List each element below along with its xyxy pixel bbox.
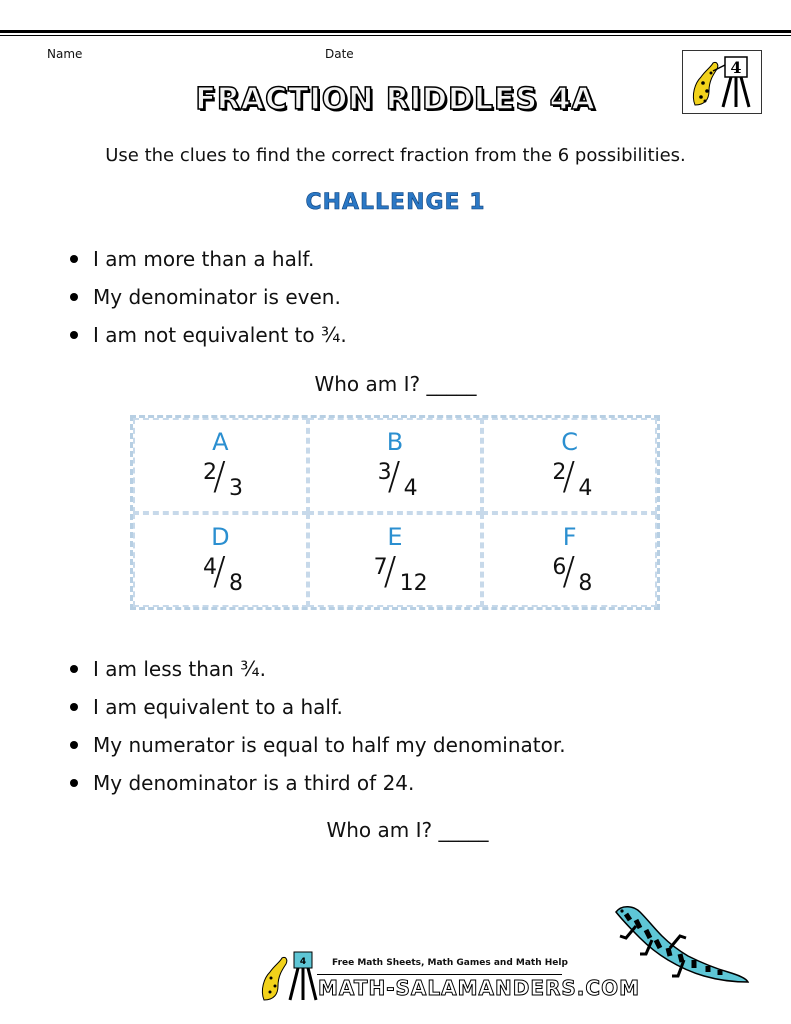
fraction-options-grid bbox=[130, 415, 660, 610]
option-cell-c bbox=[482, 418, 657, 513]
fraction-slash: / bbox=[213, 454, 226, 498]
fraction-slash: / bbox=[562, 548, 576, 593]
option-letter: D bbox=[211, 522, 230, 551]
top-rule bbox=[0, 30, 791, 33]
option-cell-b bbox=[308, 418, 483, 513]
grade-badge-number: 4 bbox=[730, 58, 742, 77]
option-fraction bbox=[484, 454, 655, 501]
instructions: Use the clues to find the correct fraction from the 6 possibilities. bbox=[105, 145, 686, 166]
name-label: Name bbox=[47, 47, 83, 61]
option-fraction bbox=[484, 548, 655, 596]
option-letter: E bbox=[387, 522, 403, 551]
footer-divider bbox=[317, 974, 562, 975]
fraction-slash: / bbox=[383, 548, 397, 593]
option-letter: F bbox=[562, 522, 577, 551]
clue-item: I am not equivalent to ¾. bbox=[68, 321, 347, 359]
top-rule-thin bbox=[0, 35, 791, 36]
footer-logo-grade: 4 bbox=[299, 957, 307, 967]
option-letter: B bbox=[386, 428, 404, 456]
option-cell-d bbox=[133, 513, 308, 608]
fraction-denominator: 3 bbox=[229, 476, 243, 501]
clue-item: I am equivalent to a half. bbox=[68, 693, 566, 731]
salamander-icon bbox=[608, 900, 753, 990]
challenge-title: CHALLENGE 1 bbox=[305, 190, 486, 215]
fraction-denominator: 4 bbox=[578, 476, 593, 501]
fraction-numerator: 2 bbox=[203, 460, 217, 485]
fraction-numerator: 4 bbox=[203, 554, 217, 580]
footer-tagline: Free Math Sheets, Math Games and Math Help bbox=[332, 958, 568, 968]
fraction-denominator: 8 bbox=[578, 570, 593, 596]
fraction-numerator: 7 bbox=[373, 554, 388, 580]
clue-item: My denominator is even. bbox=[68, 283, 347, 321]
fraction-denominator: 4 bbox=[403, 476, 418, 501]
footer-salamander-logo-icon bbox=[258, 950, 320, 1002]
option-letter: A bbox=[212, 428, 229, 456]
riddle2-clues bbox=[68, 655, 566, 807]
fraction-denominator: 12 bbox=[399, 570, 428, 596]
clue-item: My denominator is a third of 24. bbox=[68, 769, 566, 807]
fraction-numerator: 6 bbox=[552, 554, 567, 580]
date-label: Date bbox=[325, 47, 354, 61]
option-fraction bbox=[310, 454, 481, 501]
footer-site-logo: MATH-SALAMANDERS.COM bbox=[318, 976, 640, 1000]
option-cell-e bbox=[308, 513, 483, 608]
option-cell-a bbox=[133, 418, 308, 513]
option-fraction bbox=[135, 454, 306, 501]
fraction-slash: / bbox=[562, 454, 576, 498]
riddle1-question: Who am I? _____ bbox=[314, 372, 477, 396]
page-title: FRACTION RIDDLES 4A bbox=[195, 82, 596, 117]
fraction-numerator: 2 bbox=[552, 460, 567, 485]
riddle1-clues bbox=[68, 245, 347, 359]
option-cell-f bbox=[482, 513, 657, 608]
clue-item: My numerator is equal to half my denominator. bbox=[68, 731, 566, 769]
fraction-slash: / bbox=[387, 454, 401, 498]
option-fraction bbox=[310, 548, 481, 596]
fraction-numerator: 3 bbox=[377, 460, 392, 485]
riddle2-question: Who am I? _____ bbox=[326, 818, 489, 842]
option-letter: C bbox=[561, 428, 579, 456]
clue-item: I am less than ¾. bbox=[68, 655, 566, 693]
clue-item: I am more than a half. bbox=[68, 245, 347, 283]
option-fraction bbox=[135, 548, 306, 596]
fraction-slash: / bbox=[213, 548, 226, 593]
fraction-denominator: 8 bbox=[229, 570, 243, 596]
